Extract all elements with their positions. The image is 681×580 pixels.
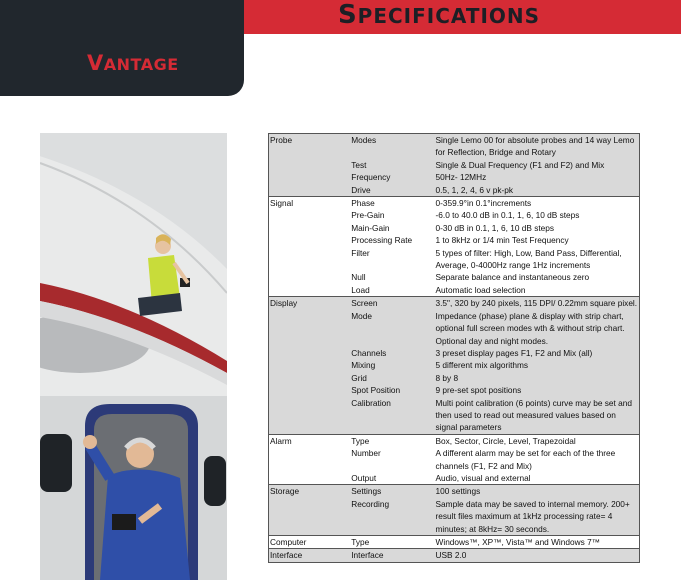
table-row: [269, 197, 640, 210]
spec-value: 0-30 dB in 0.1, 1, 6, 10 dB steps: [435, 222, 555, 233]
spec-label: Processing Rate: [351, 235, 413, 246]
table-row: [269, 310, 640, 347]
table-row: [269, 447, 640, 472]
photo-doorway-engineer-image: [40, 396, 227, 580]
table-row: [269, 472, 640, 485]
group-name: [269, 184, 351, 197]
table-row: [269, 222, 640, 234]
spec-value: 8 by 8: [435, 372, 640, 384]
spec-label: Pre-Gain: [351, 210, 385, 221]
group-name: [269, 347, 351, 359]
table-row: [269, 297, 640, 310]
spec-label: Calibration: [350, 397, 434, 435]
spec-label: Filter: [351, 247, 370, 258]
spec-value: 1 to 8kHz or 1/4 min Test Frequency: [435, 235, 569, 246]
group-name: [269, 372, 351, 384]
spec-label: Frequency: [350, 171, 434, 183]
spec-label: Null: [351, 272, 366, 283]
header-dark-block: [0, 0, 244, 96]
spec-label: Type: [350, 536, 434, 549]
spec-label: Settings: [350, 485, 434, 498]
spec-value: 5 types of filter: High, Low, Band Pass, Differential, Average, 0-4000Hz range 1Hz increments: [435, 247, 622, 271]
table-row: [269, 159, 640, 171]
group-name: [269, 498, 351, 536]
spec-label: Interface: [350, 549, 434, 562]
group-name: Computer: [269, 536, 351, 549]
group-name: [269, 159, 351, 171]
group-name: Display: [269, 297, 351, 310]
spec-label: Modes: [350, 134, 434, 159]
spec-value: -6.0 to 40.0 dB in 0.1, 1, 6, 10 dB steps: [435, 210, 580, 221]
spec-label: Channels: [350, 347, 434, 359]
group-name: Alarm: [269, 434, 351, 447]
spec-label: Recording: [350, 498, 434, 536]
table-row: [269, 284, 640, 297]
table-row: [269, 234, 640, 246]
spec-value: USB 2.0: [435, 549, 640, 562]
spec-value: 3 preset display pages F1, F2 and Mix (all): [435, 347, 640, 359]
group-name: [269, 271, 351, 283]
table-row: [269, 184, 640, 197]
table-row: [269, 247, 640, 272]
group-name: [269, 310, 351, 347]
group-name: Probe: [269, 134, 351, 159]
table-row: [269, 549, 640, 562]
specifications-table: [268, 133, 640, 563]
spec-value: Multi point calibration (6 points) curve may be set and then used to read out measured values based on signal parameters: [435, 397, 640, 435]
spec-label: Phase: [350, 197, 434, 210]
spec-label: Drive: [350, 184, 434, 197]
spec-label: Main-Gain: [351, 222, 390, 233]
group-name: [269, 234, 351, 246]
spec-value: Single & Dual Frequency (F1 and F2) and Mix: [435, 159, 640, 171]
group-name: [269, 209, 351, 221]
spec-label: Load: [350, 284, 434, 297]
spec-value: 9 pre-set spot positions: [435, 384, 640, 396]
spec-value: A different alarm may be set for each of the three channels (F1, F2 and Mix): [435, 448, 616, 471]
group-name: Interface: [269, 549, 351, 562]
photo-wing-inspection: [40, 133, 227, 396]
spec-value: Impedance (phase) plane & display with strip chart, optional full screen modes wth & without strip chart. Optional day and night modes.: [435, 310, 640, 347]
photo-wing-inspection-image: [40, 133, 227, 396]
group-name: [269, 222, 351, 234]
spec-label: Grid: [350, 372, 434, 384]
group-name: [269, 397, 351, 435]
table-row: [269, 434, 640, 447]
spec-value: Windows™, XP™, Vista™ and Windows 7™: [435, 536, 640, 549]
spec-value: 50Hz- 12MHz: [435, 171, 640, 183]
table-row: [269, 134, 640, 159]
group-name: [269, 472, 351, 485]
table-row: [269, 498, 640, 536]
table-row: [269, 209, 640, 221]
page-title: SPECIFICATIONS: [337, 0, 541, 30]
group-name: Storage: [269, 485, 351, 498]
spec-value: 0-359.9°in 0.1°increments: [435, 197, 640, 210]
spec-label: Mode: [350, 310, 434, 347]
table-row: [269, 347, 640, 359]
table-row: [269, 485, 640, 498]
table-row: [269, 359, 640, 371]
spec-value: 5 different mix algorithms: [435, 359, 640, 371]
group-name: [269, 171, 351, 183]
group-name: [269, 284, 351, 297]
spec-label: Test: [350, 159, 434, 171]
spec-value: Single Lemo 00 for absolute probes and 14 way Lemo for Reflection, Bridge and Rotary: [435, 134, 640, 159]
group-name: [269, 384, 351, 396]
spec-value: 100 settings: [435, 485, 640, 498]
spec-value: Sample data may be saved to internal memory. 200+ result files maximum at 1kHz processing rate= 4 minutes; at 8kHz= 30 seconds.: [435, 498, 640, 536]
spec-label: Spot Position: [350, 384, 434, 396]
spec-value: Audio, visual and external: [435, 472, 640, 485]
group-name: [269, 359, 351, 371]
spec-value: Automatic load selection: [435, 284, 640, 297]
table-row: [269, 372, 640, 384]
spec-label: Output: [350, 472, 434, 485]
group-name: Signal: [269, 197, 351, 210]
spec-value: Box, Sector, Circle, Level, Trapezoidal: [435, 434, 640, 447]
spec-label: Number: [351, 448, 381, 459]
spec-value: 3.5", 320 by 240 pixels, 115 DPI/ 0.22mm square pixel.: [435, 297, 640, 310]
spec-label: Mixing: [350, 359, 434, 371]
spec-value: Separate balance and instantaneous zero: [435, 272, 590, 283]
group-name: [269, 447, 351, 472]
photo-doorway-engineer: [40, 396, 227, 580]
spec-label: Type: [350, 434, 434, 447]
table-row: [269, 384, 640, 396]
group-name: [269, 247, 351, 272]
table-row: [269, 271, 640, 283]
spec-value: 0.5, 1, 2, 4, 6 v pk-pk: [435, 184, 640, 197]
spec-label: Screen: [350, 297, 434, 310]
brand-name: VANTAGE: [87, 51, 179, 75]
table-row: [269, 397, 640, 435]
table-row: [269, 536, 640, 549]
table-row: [269, 171, 640, 183]
